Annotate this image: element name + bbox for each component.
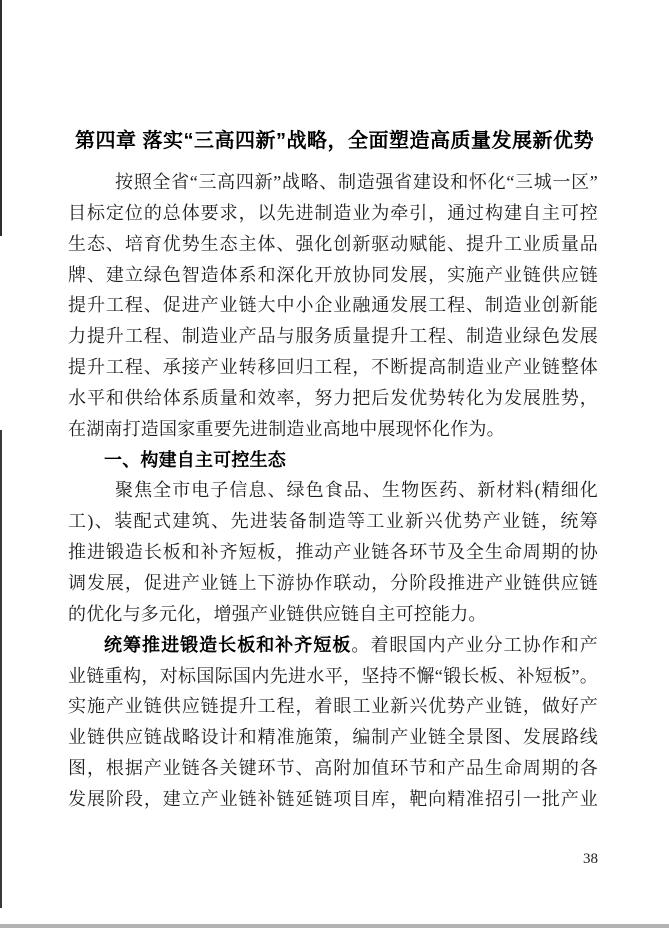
text-run: 水平和供给体系质量和效率，努力把后发优势转化为发展胜势，	[68, 387, 598, 408]
text-line	[68, 414, 598, 445]
text-run: 。着眼国内产业分工协作和产	[351, 634, 598, 655]
text-line	[68, 568, 598, 599]
text-line	[68, 784, 598, 815]
text-run: 推进锻造长板和补齐短板，推动产业链各环节及全生命周期的协	[68, 542, 598, 563]
text-run: 业链重构，对标国际国内先进水平，坚持不懈“锻长板、补短板”。	[68, 665, 598, 686]
chapter-title: 第四章 落实“三高四新”战略，全面塑造高质量发展新优势	[74, 130, 595, 153]
text-run: 工)、装配式建筑、先进装备制造等工业新兴优势产业链，统筹	[68, 511, 598, 532]
scan-edge-left-top-line	[0, 0, 2, 236]
text-line	[68, 321, 598, 352]
text-run: 力提升工程、制造业产品与服务质量提升工程、制造业绿色发展	[68, 326, 598, 347]
text-run: 提升工程、促进产业链大中小企业融通发展工程、制造业创新能	[68, 295, 598, 316]
text-line	[68, 229, 598, 260]
text-line	[68, 198, 598, 229]
text-line	[68, 290, 598, 321]
text-line	[68, 475, 598, 506]
scan-edge-left-bottom-line	[0, 430, 2, 908]
text-run: 在湖南打造国家重要先进制造业高地中展现怀化作为。	[68, 418, 505, 439]
text-line	[68, 383, 598, 414]
text-run: 图，根据产业链各关键环节、高附加值环节和产品生命周期的各	[68, 758, 598, 779]
text-line	[68, 691, 598, 722]
bold-text-run: 一、构建自主可控生态	[104, 449, 286, 470]
text-run: 按照全省“三高四新”战略、制造强省建设和怀化“三城一区”	[115, 172, 598, 192]
text-line	[68, 506, 598, 537]
text-line	[68, 753, 598, 784]
paragraph-block	[68, 167, 598, 445]
text-run: 提升工程、承接产业转移回归工程，不断提高制造业产业链整体	[68, 357, 598, 378]
text-line	[68, 260, 598, 291]
document-body	[68, 167, 598, 815]
bold-text-run: 统筹推进锻造长板和补齐短板	[104, 634, 352, 655]
text-run: 目标定位的总体要求，以先进制造业为牵引，通过构建自主可控	[68, 202, 598, 223]
text-run: 生态、培育优势生态主体、强化创新驱动赋能、提升工业质量品	[68, 233, 598, 254]
text-run: 牌、建立绿色智造体系和深化开放协同发展，实施产业链供应链	[68, 264, 598, 285]
text-line	[68, 599, 598, 630]
paragraph-block	[68, 630, 598, 815]
text-run: 业链供应链战略设计和精准施策，编制产业链全景图、发展路线	[68, 727, 598, 748]
text-line	[68, 352, 598, 383]
paragraph-block	[68, 475, 598, 629]
text-run: 调发展，促进产业链上下游协作联动，分阶段推进产业链供应链	[68, 572, 598, 593]
section-heading-block	[68, 445, 598, 476]
text-run: 发展阶段，建立产业链补链延链项目库，靶向精准招引一批产业	[68, 788, 598, 809]
text-run: 实施产业链供应链提升工程，着眼工业新兴优势产业链，做好产	[68, 696, 598, 717]
text-line	[68, 167, 598, 198]
text-run: 聚焦全市电子信息、绿色食品、生物医药、新材料(精细化	[115, 480, 598, 501]
text-line	[68, 537, 598, 568]
scan-bottom-edge-bar	[0, 924, 669, 928]
section-heading-line	[68, 445, 598, 476]
text-run: 的优化与多元化，增强产业链供应链自主可控能力。	[68, 603, 487, 624]
text-line	[68, 661, 598, 692]
page-number: 38	[583, 851, 598, 867]
text-line	[68, 722, 598, 753]
text-line	[68, 630, 598, 661]
